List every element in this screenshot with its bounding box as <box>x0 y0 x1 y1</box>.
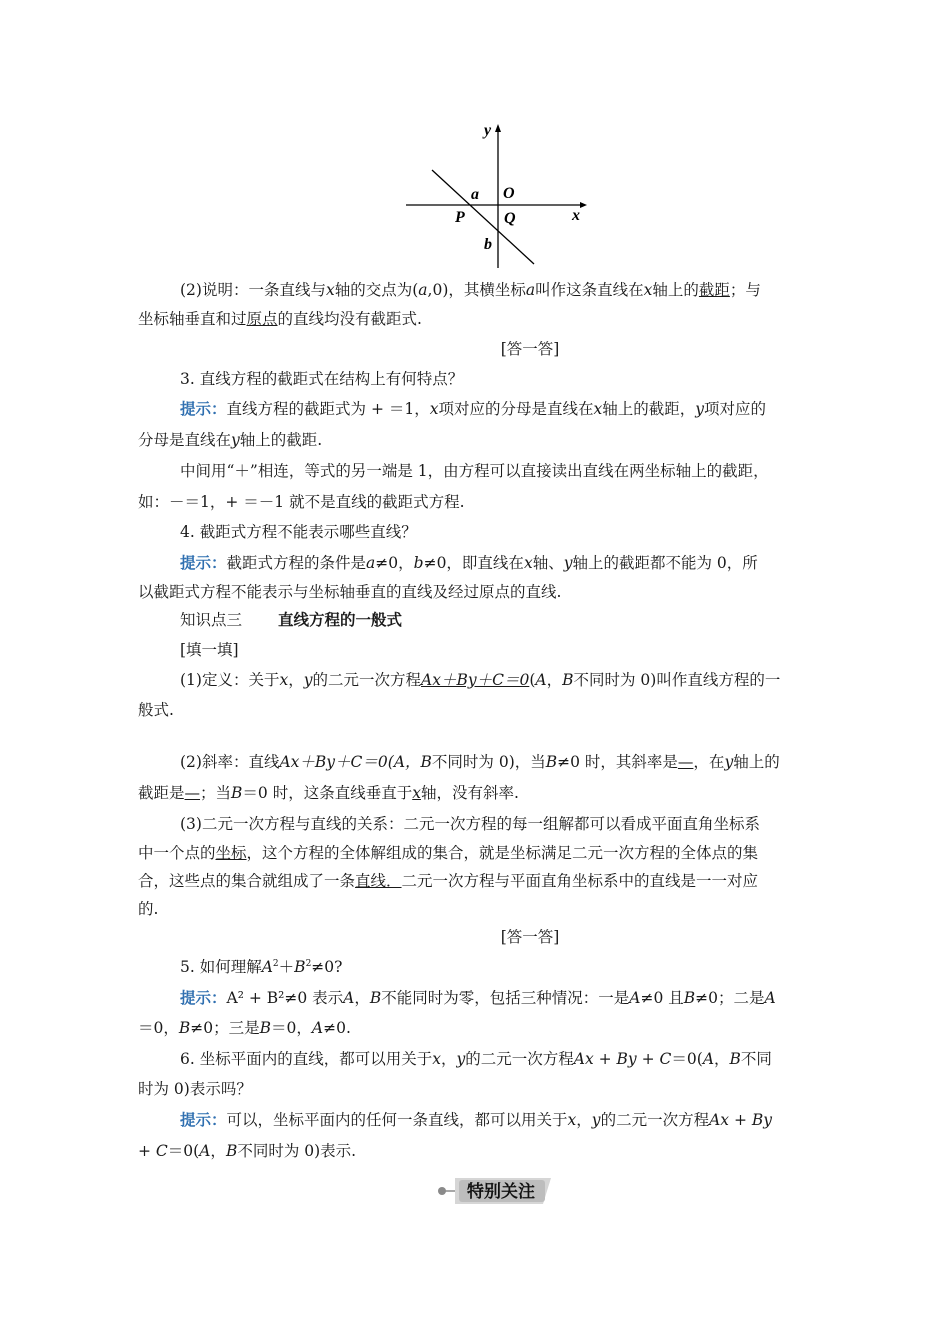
fill-heading: [填一填] <box>180 641 239 659</box>
question-6-line2: 时为 0)表示吗？ <box>138 1080 252 1098</box>
line-l <box>432 170 534 264</box>
def-3-line4: 的. <box>138 900 159 918</box>
x-label: x <box>572 207 580 224</box>
def-2-line1: (2)斜率：直线Ax＋By＋C＝0(A，B不同时为 0)，当B≠0 时，其斜率是—，在y轴上的 <box>180 753 780 771</box>
hint-6-line2: + C＝0(A，B不同时为 0)表示. <box>138 1142 357 1160</box>
def-3-line3: 合，这些点的集合就组成了一条直线．二元一次方程与平面直角坐标系中的直线是一一对应 <box>138 872 759 890</box>
p2-line2: 坐标轴垂直和过原点的直线均没有截距式. <box>138 310 422 328</box>
p-label: P <box>455 209 465 226</box>
b-label: b <box>484 236 492 253</box>
a-label: a <box>471 186 479 203</box>
hint-3-line1: 提示：直线方程的截距式为 + ＝1，x项对应的分母是直线在x轴上的截距，y项对应的 <box>180 399 767 418</box>
coordinate-figure <box>400 118 600 273</box>
y-axis-arrow <box>495 124 501 132</box>
question-3: 3. 直线方程的截距式在结构上有何特点？ <box>180 370 464 388</box>
hint-6-line1: 提示：可以，坐标平面内的任何一条直线，都可以用关于x，y的二元一次方程Ax + By <box>180 1110 773 1129</box>
special-attention-banner <box>437 1176 561 1206</box>
p2-line1: (2)说明：一条直线与x轴的交点为(a,0)，其横坐标a叫作这条直线在x轴上的截距；与 <box>180 281 761 299</box>
banner-text: 特别关注 <box>467 1182 535 1202</box>
hint-5-line2: ＝0，B≠0；三是B＝0，A≠0. <box>138 1019 351 1037</box>
hint-3-line3: 中间用“＋”相连，等式的另一端是 1，由方程可以直接读出直线在两坐标轴上的截距， <box>180 462 769 480</box>
o-label: O <box>503 185 515 202</box>
hint-5-line1: 提示：A² + B²≠0 表示A，B不能同时为零，包括三种情况：一是A≠0 且B≠0；二是A <box>180 988 776 1007</box>
hint-4-line1: 提示：截距式方程的条件是a≠0，b≠0，即直线在x轴、y轴上的截距都不能为 0，所 <box>180 553 758 572</box>
answer-heading-1: [答一答] <box>500 340 560 358</box>
def-2-line2: 截距是—；当B＝0 时，这条直线垂直于x轴，没有斜率. <box>138 784 519 802</box>
question-5: 5. 如何理解$A^2+B^2\ne 0$? <box>180 958 343 976</box>
knowledge-point-3: 知识点三 直线方程的一般式 <box>180 610 403 629</box>
hint-3-line4: 如：－＝1，+ ＝－1 就不是直线的截距式方程. <box>138 493 465 511</box>
answer-heading-2: [答一答] <box>500 928 560 946</box>
hint-4-line2: 以截距式方程不能表示与坐标轴垂直的直线及经过原点的直线. <box>138 583 562 601</box>
question-4: 4. 截距式方程不能表示哪些直线？ <box>180 523 417 541</box>
def-3-line2: 中一个点的坐标，这个方程的全体解组成的集合，就是坐标满足二元一次方程的全体点的集 <box>138 844 759 862</box>
q-label: Q <box>504 210 516 227</box>
y-label: y <box>484 122 492 139</box>
x-axis-arrow <box>580 202 587 208</box>
def-3-line1: (3)二元一次方程与直线的关系：二元一次方程的每一组解都可以看成平面直角坐标系 <box>180 815 760 833</box>
def-1-line2: 般式. <box>138 701 174 719</box>
question-6-line1: 6. 坐标平面内的直线，都可以用关于x，y的二元一次方程Ax + By + C＝0(A，B不同 <box>180 1050 772 1068</box>
hint-3-line2: 分母是直线在y轴上的截距. <box>138 431 323 449</box>
def-1-line1: (1)定义：关于x，y的二元一次方程Ax＋By＋C＝0(A，B不同时为 0)叫作直线方程的一 <box>180 671 781 689</box>
